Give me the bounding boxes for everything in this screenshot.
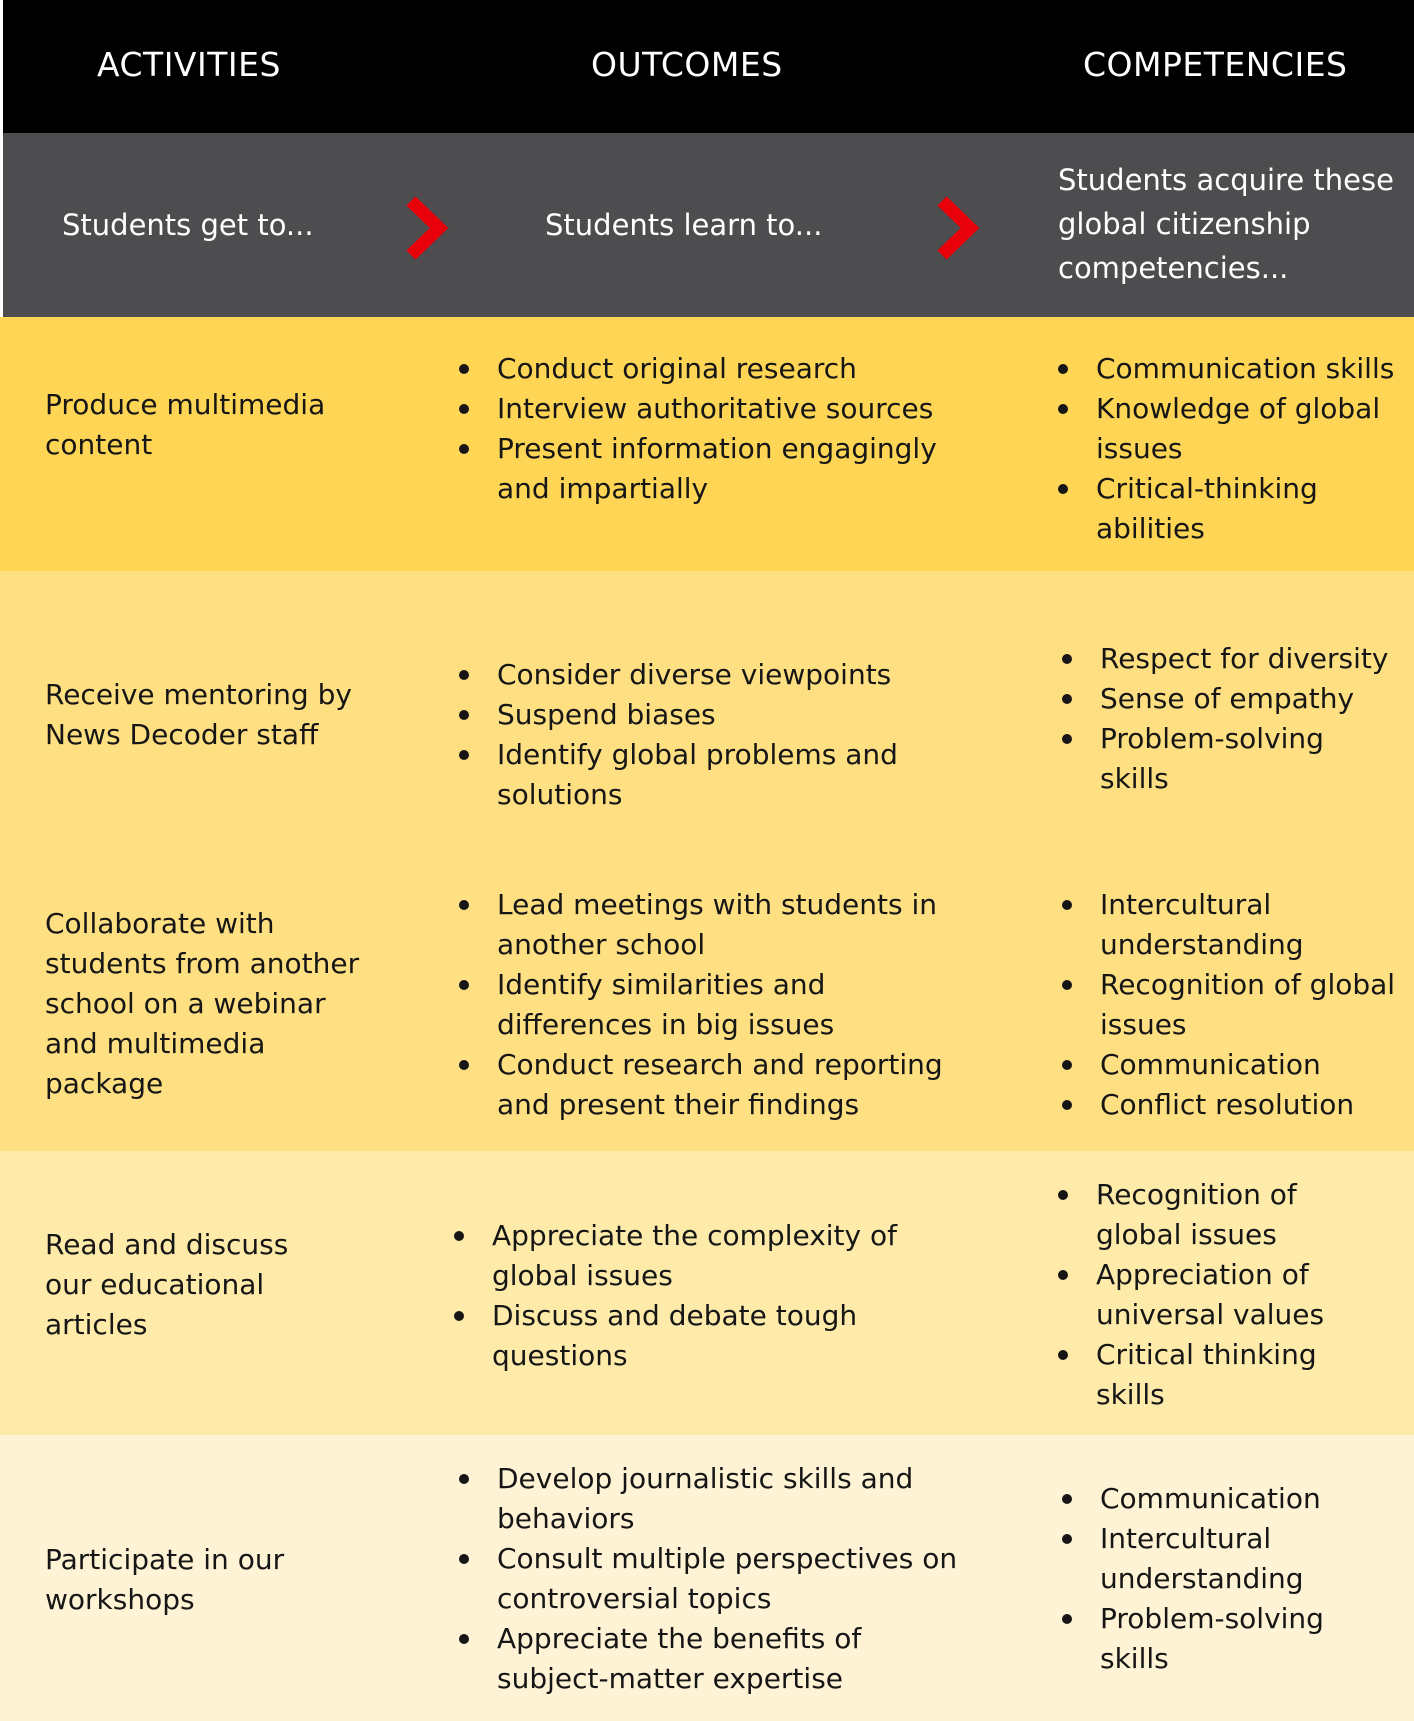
list-item: Sense of empathy [1100, 679, 1400, 719]
list-item: Identify similarities and differences in big issues [497, 965, 977, 1045]
list-item: Suspend biases [497, 695, 977, 735]
table-row [0, 1151, 1414, 1435]
chevron-right-icon [932, 195, 988, 261]
table-row [0, 1435, 1414, 1721]
list-item: Critical-thinking abilities [1096, 469, 1396, 549]
competencies-list [1100, 1479, 1360, 1679]
list-item: Lead meetings with students in another school [497, 885, 977, 965]
header-activities: ACTIVITIES [97, 45, 281, 84]
competencies-list [1100, 885, 1400, 1125]
competencies-list [1096, 1175, 1356, 1415]
activity-text: Receive mentoring by News Decoder staff [45, 678, 352, 751]
subheader-activities: Students get to... [62, 208, 314, 242]
outcomes-list [497, 1459, 977, 1699]
table-row [0, 861, 1414, 1151]
list-item: Discuss and debate tough questions [492, 1296, 952, 1376]
competencies-list [1100, 639, 1400, 799]
list-item: Appreciate the benefits of subject-matter expertise [497, 1619, 977, 1699]
header-bar [3, 0, 1414, 133]
outcomes-list [497, 885, 977, 1125]
activity-text: Collaborate with students from another school on a webinar and multimedia package [45, 907, 360, 1100]
competencies-list [1096, 349, 1396, 549]
list-item: Conflict resolution [1100, 1085, 1400, 1125]
outcomes-list [492, 1216, 952, 1376]
table-row [0, 317, 1414, 571]
list-item: Communication [1100, 1479, 1360, 1519]
list-item: Knowledge of global issues [1096, 389, 1396, 469]
list-item: Appreciation of universal values [1096, 1255, 1356, 1335]
list-item: Communication skills [1096, 349, 1396, 389]
list-item: Problem-solving skills [1100, 719, 1400, 799]
outcomes-list [497, 655, 977, 815]
list-item: Problem-solving skills [1100, 1599, 1360, 1679]
list-item: Critical thinking skills [1096, 1335, 1356, 1415]
list-item: Conduct original research [497, 349, 977, 389]
list-item: Recognition of global issues [1100, 965, 1400, 1045]
list-item: Intercultural understanding [1100, 885, 1400, 965]
list-item: Consider diverse viewpoints [497, 655, 977, 695]
table-row [0, 571, 1414, 861]
list-item: Intercultural understanding [1100, 1519, 1360, 1599]
activity-text: Produce multimedia content [45, 388, 326, 461]
subheader-bar [3, 133, 1414, 317]
list-item: Consult multiple perspectives on controversial topics [497, 1539, 977, 1619]
list-item: Recognition of global issues [1096, 1175, 1356, 1255]
subheader-competencies: Students acquire these global citizenship competencies... [1058, 163, 1394, 285]
list-item: Present information engagingly and impartially [497, 429, 977, 509]
list-item: Communication [1100, 1045, 1400, 1085]
activity-text: Participate in our workshops [45, 1543, 285, 1616]
list-item: Appreciate the complexity of global issues [492, 1216, 952, 1296]
list-item: Develop journalistic skills and behaviors [497, 1459, 977, 1539]
outcomes-list [497, 349, 977, 509]
list-item: Interview authoritative sources [497, 389, 977, 429]
header-outcomes: OUTCOMES [591, 45, 783, 84]
list-item: Identify global problems and solutions [497, 735, 977, 815]
header-competencies: COMPETENCIES [1083, 45, 1348, 84]
activity-text: Read and discuss our educational articles [45, 1228, 289, 1341]
chevron-right-icon [401, 195, 457, 261]
subheader-outcomes: Students learn to... [545, 208, 823, 242]
list-item: Conduct research and reporting and present their findings [497, 1045, 977, 1125]
list-item: Respect for diversity [1100, 639, 1400, 679]
